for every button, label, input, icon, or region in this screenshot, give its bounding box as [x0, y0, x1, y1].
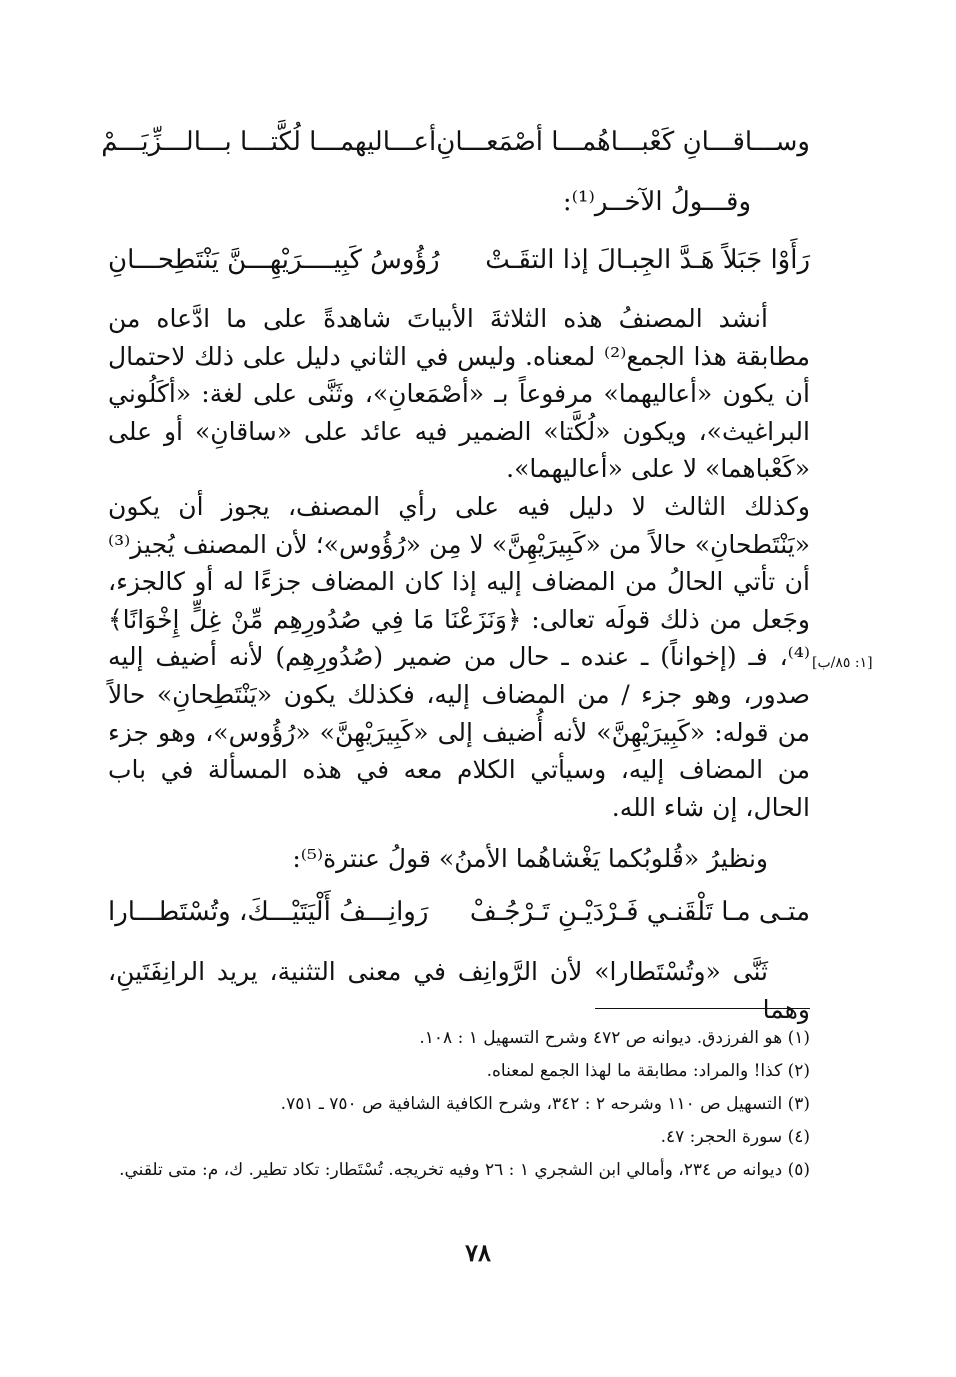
- verse-line-1: [101, 122, 810, 162]
- footnote-number: (٥): [787, 1160, 810, 1180]
- verse-2-hemistich-b: رَأَوْا جَبَلاً هَـدَّ الجِبـالَ إذا التقَـتْ: [485, 245, 810, 275]
- page-number: ٧٨: [465, 1238, 491, 1267]
- commentary-block: [108, 300, 810, 826]
- verse-line-2: [108, 240, 810, 280]
- verse-line-3: [108, 892, 810, 932]
- verse-3-hemistich-b: متـى مـا تَلْقَنـي فَـرْدَيْـنِ تَـرْجُـفْ: [469, 897, 810, 927]
- footnote-item: [108, 1055, 810, 1088]
- paragraph-1a: أنشد المصنفُ هذه الثلاثةَ الأبياتَ شاهدةً على ما ادَّعاه من مطابقة هذا الجمع⁽²⁾ لمعناه. وليس في الثاني دليل على ذلك لاحتمال أن يكون «أعاليهما» مرفوعاً بـ «أصْمَعانِ»، وثَنَّى على لغة: «أكَلُوني البراغيث»، ويكون «لُكَّتا» الضمير فيه عائد على «ساقانِ» أو على «كَعْباهما» لا على «أعاليهما».: [108, 304, 810, 484]
- footnote-number: (٤): [787, 1127, 810, 1147]
- footnote-item: [108, 1121, 810, 1154]
- footnotes: [108, 1022, 810, 1187]
- paragraph-3-block: [108, 953, 810, 1028]
- manuscript-folio-marker: [١: ٨٥/ب]: [812, 655, 873, 671]
- paragraph-1b: وكذلك الثالث لا دليل فيه على رأي المصنف، يجوز أن يكون «يَنْتَطحانِ» حالاً من «كَبِيرَيْهِنَّ» لا مِن «رُؤُوس»؛ لأن المصنف يُجيز⁽³⁾ أن تأتي الحالُ من المضاف إليه إذا كان المضاف جزءًا له أو كالجزء، وجَعل من ذلك قولَه تعالى: ﴿وَنَزَعْنَا مَا فِي صُدُورِهِم مِّنْ غِلٍّ إِخْوَانًا﴾⁽⁴⁾، فـ (إخواناً) ـ عنده ـ حال من ضمير (صُدُورِهِم) لأنه أضيف إليه صدور، وهو جزء / من المضاف إليه، فكذلك يكون «يَنْتَطِحانِ» حالاً من قوله: «كَبِيرَيْهِنَّ» لأنه أُضيف إلى «كَبِيرَيْهِنَّ» «رُؤُوس»، وهو جزء من المضاف إليه، وسيأتي الكلام معه في هذه المسألة في باب الحال، إن شاء الله.: [108, 491, 810, 822]
- footnote-separator: [595, 1008, 810, 1009]
- footnote-text: كذا! والمراد: مطابقة ما لهذا الجمع لمعناه.: [486, 1061, 783, 1081]
- footnote-text: ديوانه ص ٢٣٤، وأمالي ابن الشجري ١ : ٢٦ وفيه تخريجه. تُسْتَطار: تكاد تطير. ك، م: متى تلقني.: [119, 1160, 783, 1180]
- verse-1-hemistich-a: أعـــاليهمـــا لُكَّتـــا بـــالـــزِّيَـــمْ: [101, 127, 437, 157]
- footnote-number: (٢): [787, 1061, 810, 1081]
- footnote-number: (٣): [787, 1094, 810, 1114]
- paragraph-2-block: [108, 840, 810, 878]
- verse-intro: وقـــولُ الآخــر⁽¹⁾:: [562, 187, 751, 217]
- verse-3-hemistich-a: رَوانِـــفُ أَلْيَتَيْـــكَ، وتُسْتَطـــارا: [108, 897, 429, 927]
- paragraph-3: ثَنَّى «وتُسْتَطارا» لأن الرَّوانِف في معنى التثنية، يريد الرانِفَتَينِ، وهما: [108, 957, 810, 1024]
- verse-2-hemistich-a: رُؤُوسُ كَبِيــــرَيْهِـــنَّ يَنْتَطِحـــانِ: [108, 245, 440, 275]
- footnote-item: [108, 1154, 810, 1187]
- footnote-item: [108, 1022, 810, 1055]
- footnote-text: هو الفرزدق. ديوانه ص ٤٧٢ وشرح التسهيل ١ : ١٠٨.: [419, 1028, 783, 1048]
- footnote-item: [108, 1088, 810, 1121]
- verse-1-hemistich-b: وســـاقـــانِ كَعْبـــاهُمـــا أصْمَعـــانِ: [436, 127, 810, 157]
- footnote-text: التسهيل ص ١١٠ وشرحه ٢ : ٣٤٢، وشرح الكافية الشافية ص ٧٥٠ ـ ٧٥١.: [280, 1094, 783, 1114]
- footnote-number: (١): [787, 1028, 810, 1048]
- footnote-text: سورة الحجر: ٤٧.: [660, 1127, 783, 1147]
- paragraph-2: ونظيرُ «قُلوبُكما يَغْشاهُما الأمنُ» قولُ عنترة⁽⁵⁾:: [292, 844, 768, 873]
